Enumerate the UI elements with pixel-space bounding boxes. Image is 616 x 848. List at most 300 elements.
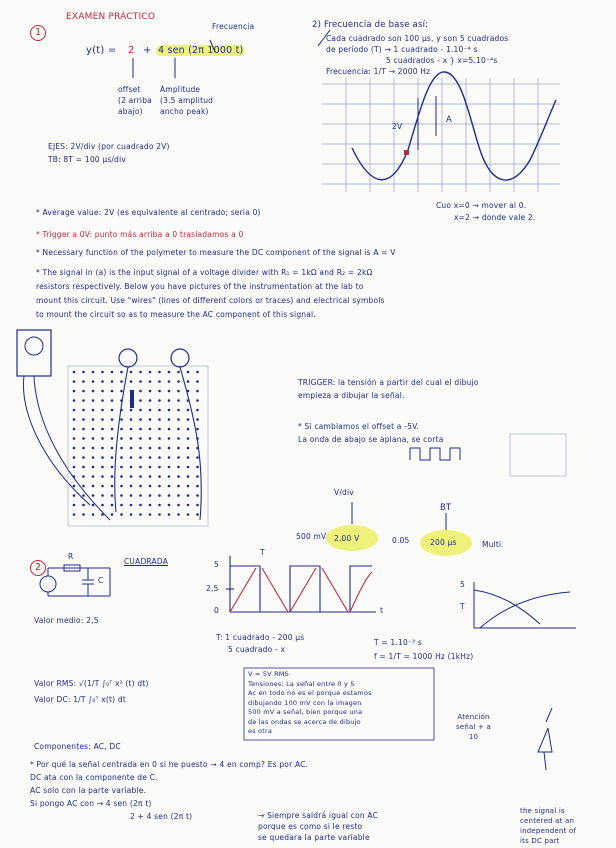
breadboard-hole [82,504,85,507]
task-line: * The signal in (a) is the input signal of a voltage divider with R₁ = 1kΩ and R₂ = 2kΩ [36,268,373,277]
breadboard-hole [92,513,95,516]
oscilloscope-grid [322,78,560,192]
breadboard-hole [120,390,123,393]
breadboard-hole [120,485,123,488]
circuit-label-c: C [98,576,104,585]
breadboard-hole [130,437,133,440]
breadboard-hole [92,418,95,421]
breadboard-hole [120,418,123,421]
breadboard-hole [82,513,85,516]
breadboard-hole [149,418,152,421]
breadboard-hole [73,418,76,421]
breadboard-hole [111,409,114,412]
breadboard-hole [92,428,95,431]
period-line: T = 1.10⁻³ s [374,638,422,647]
breadboard-hole [139,418,142,421]
breadboard-hole [177,380,180,383]
breadboard-hole [196,456,199,459]
breadboard-hole [139,399,142,402]
valor-medio: Valor medio: 2,5 [34,616,99,625]
attention-line: 10 [468,733,479,741]
task-statement [36,266,385,322]
breadboard-hole [82,399,85,402]
breadboard-hole [158,437,161,440]
breadboard-hole [92,409,95,412]
breadboard-hole [101,409,104,412]
breadboard-hole [139,447,142,450]
breadboard-hole [82,428,85,431]
breadboard-hole [101,428,104,431]
breadboard-hole [177,466,180,469]
breadboard-hole [101,399,104,402]
box-line: V = 5V RMS [248,670,289,678]
breadboard-hole [187,371,190,374]
notes-box-text [248,670,372,737]
breadboard-hole [139,494,142,497]
breadboard-hole [82,447,85,450]
period-line: 5 cuadrado - x [228,645,286,654]
breadboard-hole [130,494,133,497]
breadboard-hole [158,456,161,459]
breadboard-hole [196,390,199,393]
circuit-label-r: R [68,552,74,561]
attention-line: señal + a [456,723,492,731]
breadboard-hole [187,456,190,459]
breadboard-hole [158,447,161,450]
breadboard-hole [73,380,76,383]
breadboard-hole [168,409,171,412]
breadboard-hole [111,447,114,450]
breadboard-hole [92,466,95,469]
breadboard-hole [92,371,95,374]
breadboard-hole [73,399,76,402]
breadboard-hole [120,437,123,440]
breadboard-hole [149,475,152,478]
formula-rms: Valor RMS: √(1/T ∫₀ᵀ x² (t) dt) [34,679,149,688]
breadboard-hole [73,437,76,440]
breadboard-hole [168,399,171,402]
breadboard-hole [101,380,104,383]
breadboard-hole [111,437,114,440]
offset-line: La onda de abajo se aplana, se corta [298,435,444,444]
breadboard-hole [101,513,104,516]
breadboard-hole [73,513,76,516]
breadboard-hole [196,399,199,402]
arrow-note-line: porque es como si le resto [258,822,363,831]
amplitude-label-line: (3.5 amplitud [160,96,214,105]
breadboard-hole [82,409,85,412]
breadboard-hole [139,504,142,507]
breadboard-hole [149,447,152,450]
breadboard-hole [149,485,152,488]
trigger-note: * Trigger a 0V: punto más arriba a 0 trasladamos a 0 [36,230,244,239]
side-note-line: independent of [520,827,577,835]
breadboard-hole [149,456,152,459]
breadboard-hole [158,466,161,469]
breadboard-hole [92,380,95,383]
breadboard-hole [111,513,114,516]
right-graph-y: 5 [460,580,465,589]
breadboard-hole [130,418,133,421]
ejes-line: TB: 8T = 100 μs/div [48,155,127,164]
breadboard-holes [73,371,199,516]
breadboard-hole [149,390,152,393]
breadboard-hole [92,475,95,478]
breadboard-hole [101,456,104,459]
breadboard [68,366,208,526]
bottom-line: AC solo con la parte variable. [30,786,147,795]
breadboard-hole [196,504,199,507]
bt-label: BT [440,503,452,513]
amplitude-label-line: Amplitude [160,85,201,94]
breadboard-hole [120,504,123,507]
breadboard-hole [187,475,190,478]
breadboard-hole [101,475,104,478]
graph-note-line: x=2 → donde vale 2. [454,213,536,222]
breadboard-hole [149,428,152,431]
breadboard-hole [187,485,190,488]
breadboard-hole [158,475,161,478]
breadboard-hole [158,504,161,507]
breadboard-hole [196,494,199,497]
breadboard-hole [149,380,152,383]
breadboard-hole [130,428,133,431]
equation-plus: + [143,45,152,56]
graph-period-label: T [260,548,265,557]
breadboard-hole [111,466,114,469]
breadboard-hole [73,494,76,497]
breadboard-hole [139,466,142,469]
breadboard-hole [149,504,152,507]
breadboard-hole [168,485,171,488]
breadboard-hole [73,475,76,478]
breadboard-hole [177,437,180,440]
freq-line: Cada cuadrado son 100 μs, y son 5 cuadrados [326,34,509,43]
breadboard-hole [92,494,95,497]
breadboard-hole [187,428,190,431]
breadboard-hole [120,380,123,383]
breadboard-hole [82,456,85,459]
equation-amplitude-term: 4 sen (2π 1000 t) [158,45,244,56]
breadboard-hole [158,428,161,431]
knob-label: Multi [482,540,502,549]
offset-line: * Si cambiamos el offset a -5V. [298,422,420,431]
graph-y-tick: 5 [214,560,219,569]
breadboard-hole [82,475,85,478]
freq-title: 2) Frecuencia de base así: [312,20,429,30]
breadboard-hole [168,513,171,516]
breadboard-hole [158,513,161,516]
breadboard-hole [111,380,114,383]
bottom-line: * Por qué la señal centrada en 0 si he puesto → 4 en comp? Es por AC. [30,760,309,769]
graph-label-a: A [446,115,453,125]
breadboard-hole [111,399,114,402]
breadboard-hole [92,447,95,450]
breadboard-hole [92,485,95,488]
breadboard-hole [73,409,76,412]
breadboard-hole [130,485,133,488]
breadboard-hole [177,485,180,488]
freq-line: de período (T) → 1 cuadrado - 1.10⁻⁴ s [326,45,478,54]
task-line: resistors respectively. Below you have pictures of the instrumentation at the lab to [36,282,364,291]
breadboard-hole [101,494,104,497]
breadboard-hole [139,390,142,393]
page-title: EXAMEN PRÁCTICO [66,12,156,22]
breadboard-hole [120,428,123,431]
bottom-line: DC ata con la componente de C. [30,773,158,782]
side-note-line: the signal is [520,807,565,815]
arrow-note-line: → Siempre saldrá igual con AC [258,811,379,820]
breadboard-hole [130,504,133,507]
offset-explanation [298,420,444,446]
breadboard-hole [168,466,171,469]
breadboard-hole [82,371,85,374]
right-graph [474,582,576,628]
breadboard-hole [120,513,123,516]
freq-line: 5 cuadrados - x } x=5.10⁻⁴s [386,56,498,65]
breadboard-hole [101,371,104,374]
breadboard-hole [139,475,142,478]
breadboard-hole [158,494,161,497]
breadboard-hole [111,485,114,488]
offset-label-line: abajo) [118,107,143,116]
breadboard-hole [111,504,114,507]
attention-line: Atención [457,713,490,721]
breadboard-hole [139,380,142,383]
attention-note [456,712,491,742]
breadboard-hole [149,371,152,374]
breadboard-hole [196,475,199,478]
offset-label-line: offset [118,85,141,94]
breadboard-hole [101,466,104,469]
breadboard-hole [177,475,180,478]
breadboard-hole [168,371,171,374]
breadboard-hole [120,475,123,478]
breadboard-hole [92,399,95,402]
circuit-title: CUADRADA [124,557,169,566]
probe-left [119,349,137,367]
breadboard-hole [139,485,142,488]
breadboard-hole [73,456,76,459]
breadboard-hole [130,409,133,412]
breadboard-hole [92,504,95,507]
breadboard-hole [187,418,190,421]
breadboard-hole [196,380,199,383]
probe-sketch [538,708,552,770]
breadboard-hole [92,456,95,459]
probe-right [171,349,189,367]
breadboard-hole [168,475,171,478]
breadboard-hole [130,380,133,383]
side-note-line: its DC part [520,837,560,845]
box-line: de las ondas se acerca de dibujo [248,717,361,726]
knob-label: 0.05 [392,536,410,545]
breadboard-hole [187,409,190,412]
trigger-explanation [298,376,479,402]
breadboard-hole [111,371,114,374]
formulas [34,676,149,708]
breadboard-hole [139,513,142,516]
breadboard-hole [177,371,180,374]
breadboard-hole [130,447,133,450]
breadboard-hole [82,418,85,421]
breadboard-hole [111,456,114,459]
breadboard-hole [73,447,76,450]
equation-lhs: y(t) = [86,45,117,56]
polymeter-note: * Necessary function of the polymeter to measure the DC component of the signal is A = V [36,248,396,257]
equation-offset: 2 [128,45,135,56]
breadboard-hole [82,380,85,383]
breadboard-hole [177,447,180,450]
arrow-note-line: se quedara la parte variable [258,833,370,842]
breadboard-hole [73,485,76,488]
breadboard-hole [73,504,76,507]
breadboard-hole [168,380,171,383]
breadboard-hole [187,447,190,450]
breadboard-hole [111,418,114,421]
breadboard-hole [101,485,104,488]
bottom-line: 2 + 4 sen (2π t) [130,812,193,821]
breadboard-hole [111,390,114,393]
box-line: dibujando 100 mV con la imagen [248,698,362,707]
box-line: es otra [248,727,273,735]
breadboard-hole [177,513,180,516]
breadboard-hole [168,437,171,440]
offset-label-line: (2 arriba [118,96,152,105]
breadboard-hole [73,466,76,469]
breadboard-hole [168,447,171,450]
square-sketch [410,448,460,460]
breadboard-hole [196,466,199,469]
breadboard-hole [177,456,180,459]
graph-note-line: Cuo x=0 → mover al 0. [436,201,527,210]
breadboard-hole [168,494,171,497]
breadboard-hole [177,428,180,431]
box-line: Tensiones: La señal entre 0 y 5 [248,679,355,688]
breadboard-hole [101,418,104,421]
trigger-line: TRIGGER: la tensión a partir del cual el dibujo [298,378,479,387]
breadboard-hole [158,399,161,402]
task-line: mount this circuit. Use "wires" (lines of different colors or traces) and electrical symbols [36,296,385,305]
ejes-line: EJES: 2V/div (por cuadrado 2V) [48,142,170,151]
breadboard-hole [139,456,142,459]
freq-line: Frecuencia: 1/T → 2000 Hz [326,67,431,76]
side-note-line: centered at an [520,817,575,825]
knob-label: 200 μs [430,538,457,547]
arrow-note [258,810,378,843]
breadboard-hole [82,437,85,440]
average-value-note: * Average value: 2V (es equivalente al centrado; seria 0) [36,208,261,217]
breadboard-hole [187,513,190,516]
period-result [374,636,473,664]
breadboard-hole [120,447,123,450]
breadboard-hole [130,456,133,459]
breadboard-hole [73,390,76,393]
breadboard-hole [168,456,171,459]
breadboard-hole [187,466,190,469]
breadboard-hole [101,504,104,507]
period-line: T: 1 cuadrado - 200 μs [216,633,305,642]
knob-label: 500 mV [296,532,327,541]
breadboard-hole [187,504,190,507]
period-calc [216,632,304,656]
breadboard-hole [82,494,85,497]
breadboard-hole [196,513,199,516]
breadboard-hole [158,418,161,421]
breadboard-hole [130,466,133,469]
breadboard-hole [187,380,190,383]
trigger-marker [404,150,409,155]
breadboard-hole [158,390,161,393]
breadboard-hole [187,437,190,440]
graph-x-label: t [380,606,384,615]
breadboard-hole [196,485,199,488]
breadboard-hole [130,371,133,374]
breadboard-hole [120,494,123,497]
breadboard-hole [177,494,180,497]
graph-notes [436,200,535,224]
frequency-label: Frecuencia [212,22,255,31]
trigger-line: empieza a dibujar la señal. [298,391,405,400]
breadboard-hole [82,485,85,488]
graph-y-tick: 0 [214,606,219,615]
breadboard-hole [139,409,142,412]
graph-y-tick: 2,5 [206,584,219,593]
breadboard-hole [158,380,161,383]
vdiv-label: V/div [334,488,354,497]
breadboard-hole [196,418,199,421]
breadboard-hole [73,428,76,431]
breadboard-hole [120,456,123,459]
breadboard-hole [187,494,190,497]
breadboard-hole [101,437,104,440]
breadboard-hole [158,409,161,412]
breadboard-hole [177,399,180,402]
breadboard-hole [101,390,104,393]
breadboard-hole [149,466,152,469]
breadboard-hole [158,371,161,374]
breadboard-hole [158,485,161,488]
breadboard-hole [120,371,123,374]
breadboard-hole [149,437,152,440]
breadboard-hole [82,390,85,393]
breadboard-hole [130,513,133,516]
bottom-line: Si pongo AC con → 4 sen (2π t) [30,799,152,808]
breadboard-hole [120,466,123,469]
breadboard-hole [177,504,180,507]
box-line: 500 mV a señal, bien porque una [248,708,363,716]
componentes-label: Componentes: AC, DC [34,742,121,751]
breadboard-hole [73,371,76,374]
breadboard-hole [196,371,199,374]
amplitude-label-line: ancho peak) [160,107,209,116]
breadboard-hole [130,475,133,478]
breadboard-hole [168,428,171,431]
breadboard-hole [139,437,142,440]
section-number-2: 2 [30,560,46,576]
charge-curve [230,568,372,612]
period-line: f = 1/T = 1000 Hz (1kHz) [374,652,474,661]
breadboard-hole [177,390,180,393]
breadboard-hole [196,428,199,431]
breadboard-hole [111,475,114,478]
right-graph-y: T [460,602,465,611]
side-note [520,806,576,846]
section-number-1: 1 [30,25,46,41]
breadboard-hole [111,428,114,431]
knob-label: 2.00 V [334,534,360,543]
breadboard-hole [177,409,180,412]
